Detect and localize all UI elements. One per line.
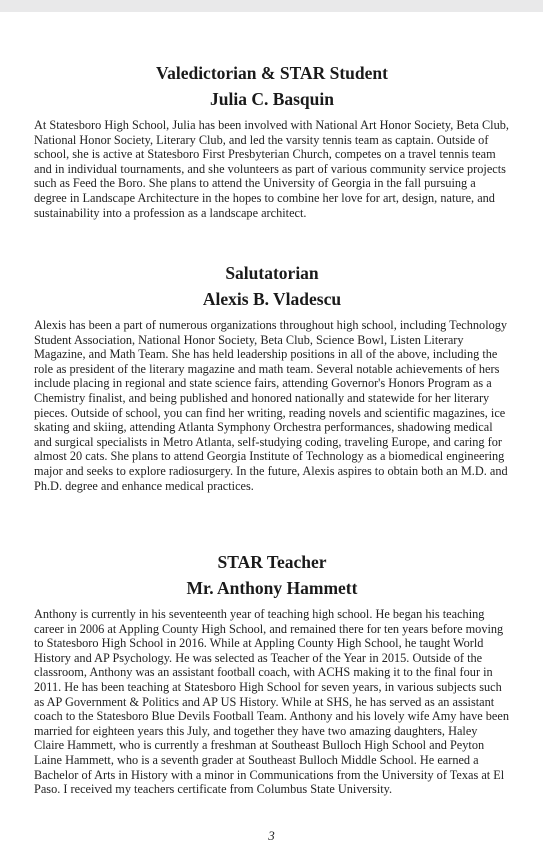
honoree-name: Alexis B. Vladescu <box>202 289 342 309</box>
salutatorian-section <box>34 260 510 493</box>
section-body: Alexis has been a part of numerous organizations throughout high school, including Technology Student Association, National Honor Society, Beta Club, Science Bowl, Listen Literary Magazine, and Math Team. She has held leadership positions in all of the above, including the role as president of the literary magazine and math team. Several notable achievements of hers include placing in regional and state science fairs, attending Governor's Honors Program as a Chemistry finalist, and being published and honored nationally and statewide for her literary pieces. Outside of school, you can find her writing, reading novels and scientific magazines, ice skating and skiing, attending Atlanta Symphony Orchestra performances, shadowing medical and surgical specialists in Metro Atlanta, self-studying coding, traveling Europe, and caring for almost 20 cats. She plans to attend Georgia Institute of Technology as a biomedical engineering major and seeks to explore radiosurgery. In the future, Alexis aspires to obtain both an M.D. and Ph.D. degree and enhance medical practices. <box>34 318 508 493</box>
honoree-name: Julia C. Basquin <box>209 89 334 109</box>
honoree-name: Mr. Anthony Hammett <box>186 578 358 598</box>
top-bar <box>0 0 543 12</box>
star-teacher-section <box>34 549 510 797</box>
section-body: Anthony is currently in his seventeenth year of teaching high school. He began his teaching career in 2006 at Appling County High School, and remained there for ten years before moving to Statesboro High School in 2016. While at Appling County High School, he taught World History and AP Psychology. He was selected as Teacher of the Year in 2015. Outside of the classroom, Anthony was an assistant football coach, with ACHS making it to the final four in 2011. He has been teaching at Statesboro High School for seven years, in various subjects such as AP Government & Politics and AP US History. While at SHS, he has served as an assistant coach to the Statesboro Blue Devils Football Team. Anthony and his lovely wife Amy have been married for eighteen years this July, and together they have two amazing daughters, Haley Claire Hammett, who is currently a freshman at Southeast Bulloch High School and Peyton Laine Hammett, who is a seventh grader at Southeast Bulloch Middle School. He earned a Bachelor of Arts in History with a minor in Communications from the University of Texas at El Paso. I received my teachers certificate from Columbus State University. <box>34 607 509 797</box>
section-title: Salutatorian <box>225 263 319 283</box>
section-body: At Statesboro High School, Julia has been involved with National Art Honor Society, Beta Club, National Honor Society, Literary Club, and led the varsity tennis team as captain. Outside of school, she is active at Statesboro First Presbyterian Church, competes on a travel tennis team and in individual tournaments, and she volunteers as part of various community service projects such as Feed the Boro. She plans to attend the University of Georgia in the fall pursuing a degree in Landscape Architecture in the hopes to combine her love for art, design, nature, and sustainability into a profession as a landscape architect. <box>34 118 509 220</box>
page-number: 3 <box>268 828 275 843</box>
section-title: STAR Teacher <box>217 552 327 572</box>
section-title: Valedictorian & STAR Student <box>156 63 388 83</box>
valedictorian-section <box>34 60 510 220</box>
